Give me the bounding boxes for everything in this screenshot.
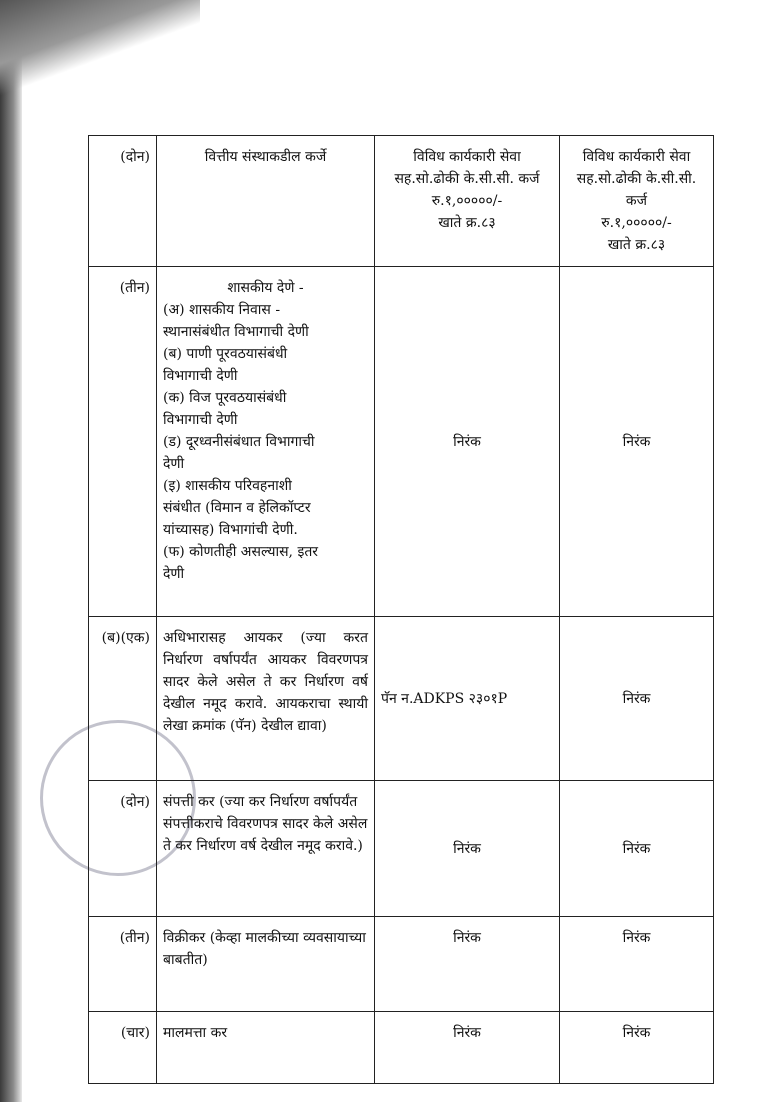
cell-line: विविध कार्यकारी सेवा [413, 149, 521, 165]
cell-line: रु.१,०००००/- [601, 215, 672, 231]
col3-cell: निरंक [375, 267, 560, 617]
cell-line: शासकीय देणे - [227, 280, 304, 296]
row-description: संपत्ती कर (ज्या कर निर्धारण वर्षापर्यंत संपत्तीकराचे विवरणपत्र सादर केले असेल ते कर निर्धारण वर्ष देखील नमूद करावे.) [157, 781, 375, 917]
cell-line: सह.सो.ढोकी के.सी.सी. कर्ज [576, 171, 697, 209]
cell-line: यांच्यासह) विभागांची देणी. [163, 522, 298, 538]
scan-corner [0, 0, 200, 140]
row-description: वित्तीय संस्थाकडील कर्जे [157, 136, 375, 267]
cell-line: खाते क्र.८३ [607, 237, 666, 253]
cell-line: (इ) शासकीय परिवहनाशी [163, 478, 292, 494]
col4-cell: निरंक [560, 1012, 714, 1084]
col3-cell [375, 136, 560, 267]
col3-cell: निरंक [375, 781, 560, 917]
col4-cell [560, 136, 714, 267]
col4-cell: निरंक [560, 781, 714, 917]
cell-line: विभागाची देणी [163, 412, 238, 428]
row-number: (तीन) [89, 267, 157, 617]
cell-line: (फ) कोणतीही असल्यास, इतर [163, 544, 319, 560]
col3-cell: पॅन न.ADKPS २३०१P [375, 617, 560, 781]
col4-cell: निरंक [560, 917, 714, 1012]
col4-cell: निरंक [560, 267, 714, 617]
cell-line: देणी [163, 456, 185, 472]
row-description: विक्रीकर (केव्हा मालकीच्या व्यवसायाच्या बाबतीत) [157, 917, 375, 1012]
row-description: अधिभारासह आयकर (ज्या करत निर्धारण वर्षापर्यंत आयकर विवरणपत्र सादर केले असेल ते कर निर्धारण वर्ष देखील नमूद करावे. आयकराचा स्थायी लेखा क्रमांक (पॅन) देखील द्यावा) [157, 617, 375, 781]
col4-cell: निरंक [560, 617, 714, 781]
cell-line: खाते क्र.८३ [438, 215, 496, 231]
row-description [157, 267, 375, 617]
col3-cell: निरंक [375, 917, 560, 1012]
cell-line: विविध कार्यकारी सेवा [582, 149, 691, 165]
table-row [89, 267, 714, 617]
row-number: (दोन) [89, 781, 157, 917]
cell-line: (अ) शासकीय निवास - [163, 302, 281, 318]
row-number: (दोन) [89, 136, 157, 267]
cell-line: (ब) पाणी पूरवठयासंबंधी [163, 346, 288, 362]
table-row [89, 781, 714, 917]
col3-cell: निरंक [375, 1012, 560, 1084]
row-number: (चार) [89, 1012, 157, 1084]
table-row [89, 1012, 714, 1084]
row-number: (ब)(एक) [89, 617, 157, 781]
cell-line: (क) विज पूरवठयासंबंधी [163, 390, 287, 406]
cell-line: संबंधीत (विमान व हेलिकॉप्टर [163, 500, 311, 516]
cell-line: (ड) दूरध्वनीसंबंधात विभागाची [163, 434, 315, 450]
liabilities-table [88, 135, 714, 1084]
row-description: मालमत्ता कर [157, 1012, 375, 1084]
cell-line: विभागाची देणी [163, 368, 238, 384]
cell-line: सह.सो.ढोकी के.सी.सी. कर्ज [394, 171, 540, 187]
table-row [89, 136, 714, 267]
row-number: (तीन) [89, 917, 157, 1012]
table-row [89, 917, 714, 1012]
cell-line: रु.१,०००००/- [431, 193, 503, 209]
scan-edge [0, 0, 22, 1102]
table-row [89, 617, 714, 781]
cell-line: स्थानासंबंधीत विभागाची देणी [163, 324, 309, 340]
cell-line: देणी [163, 566, 185, 582]
